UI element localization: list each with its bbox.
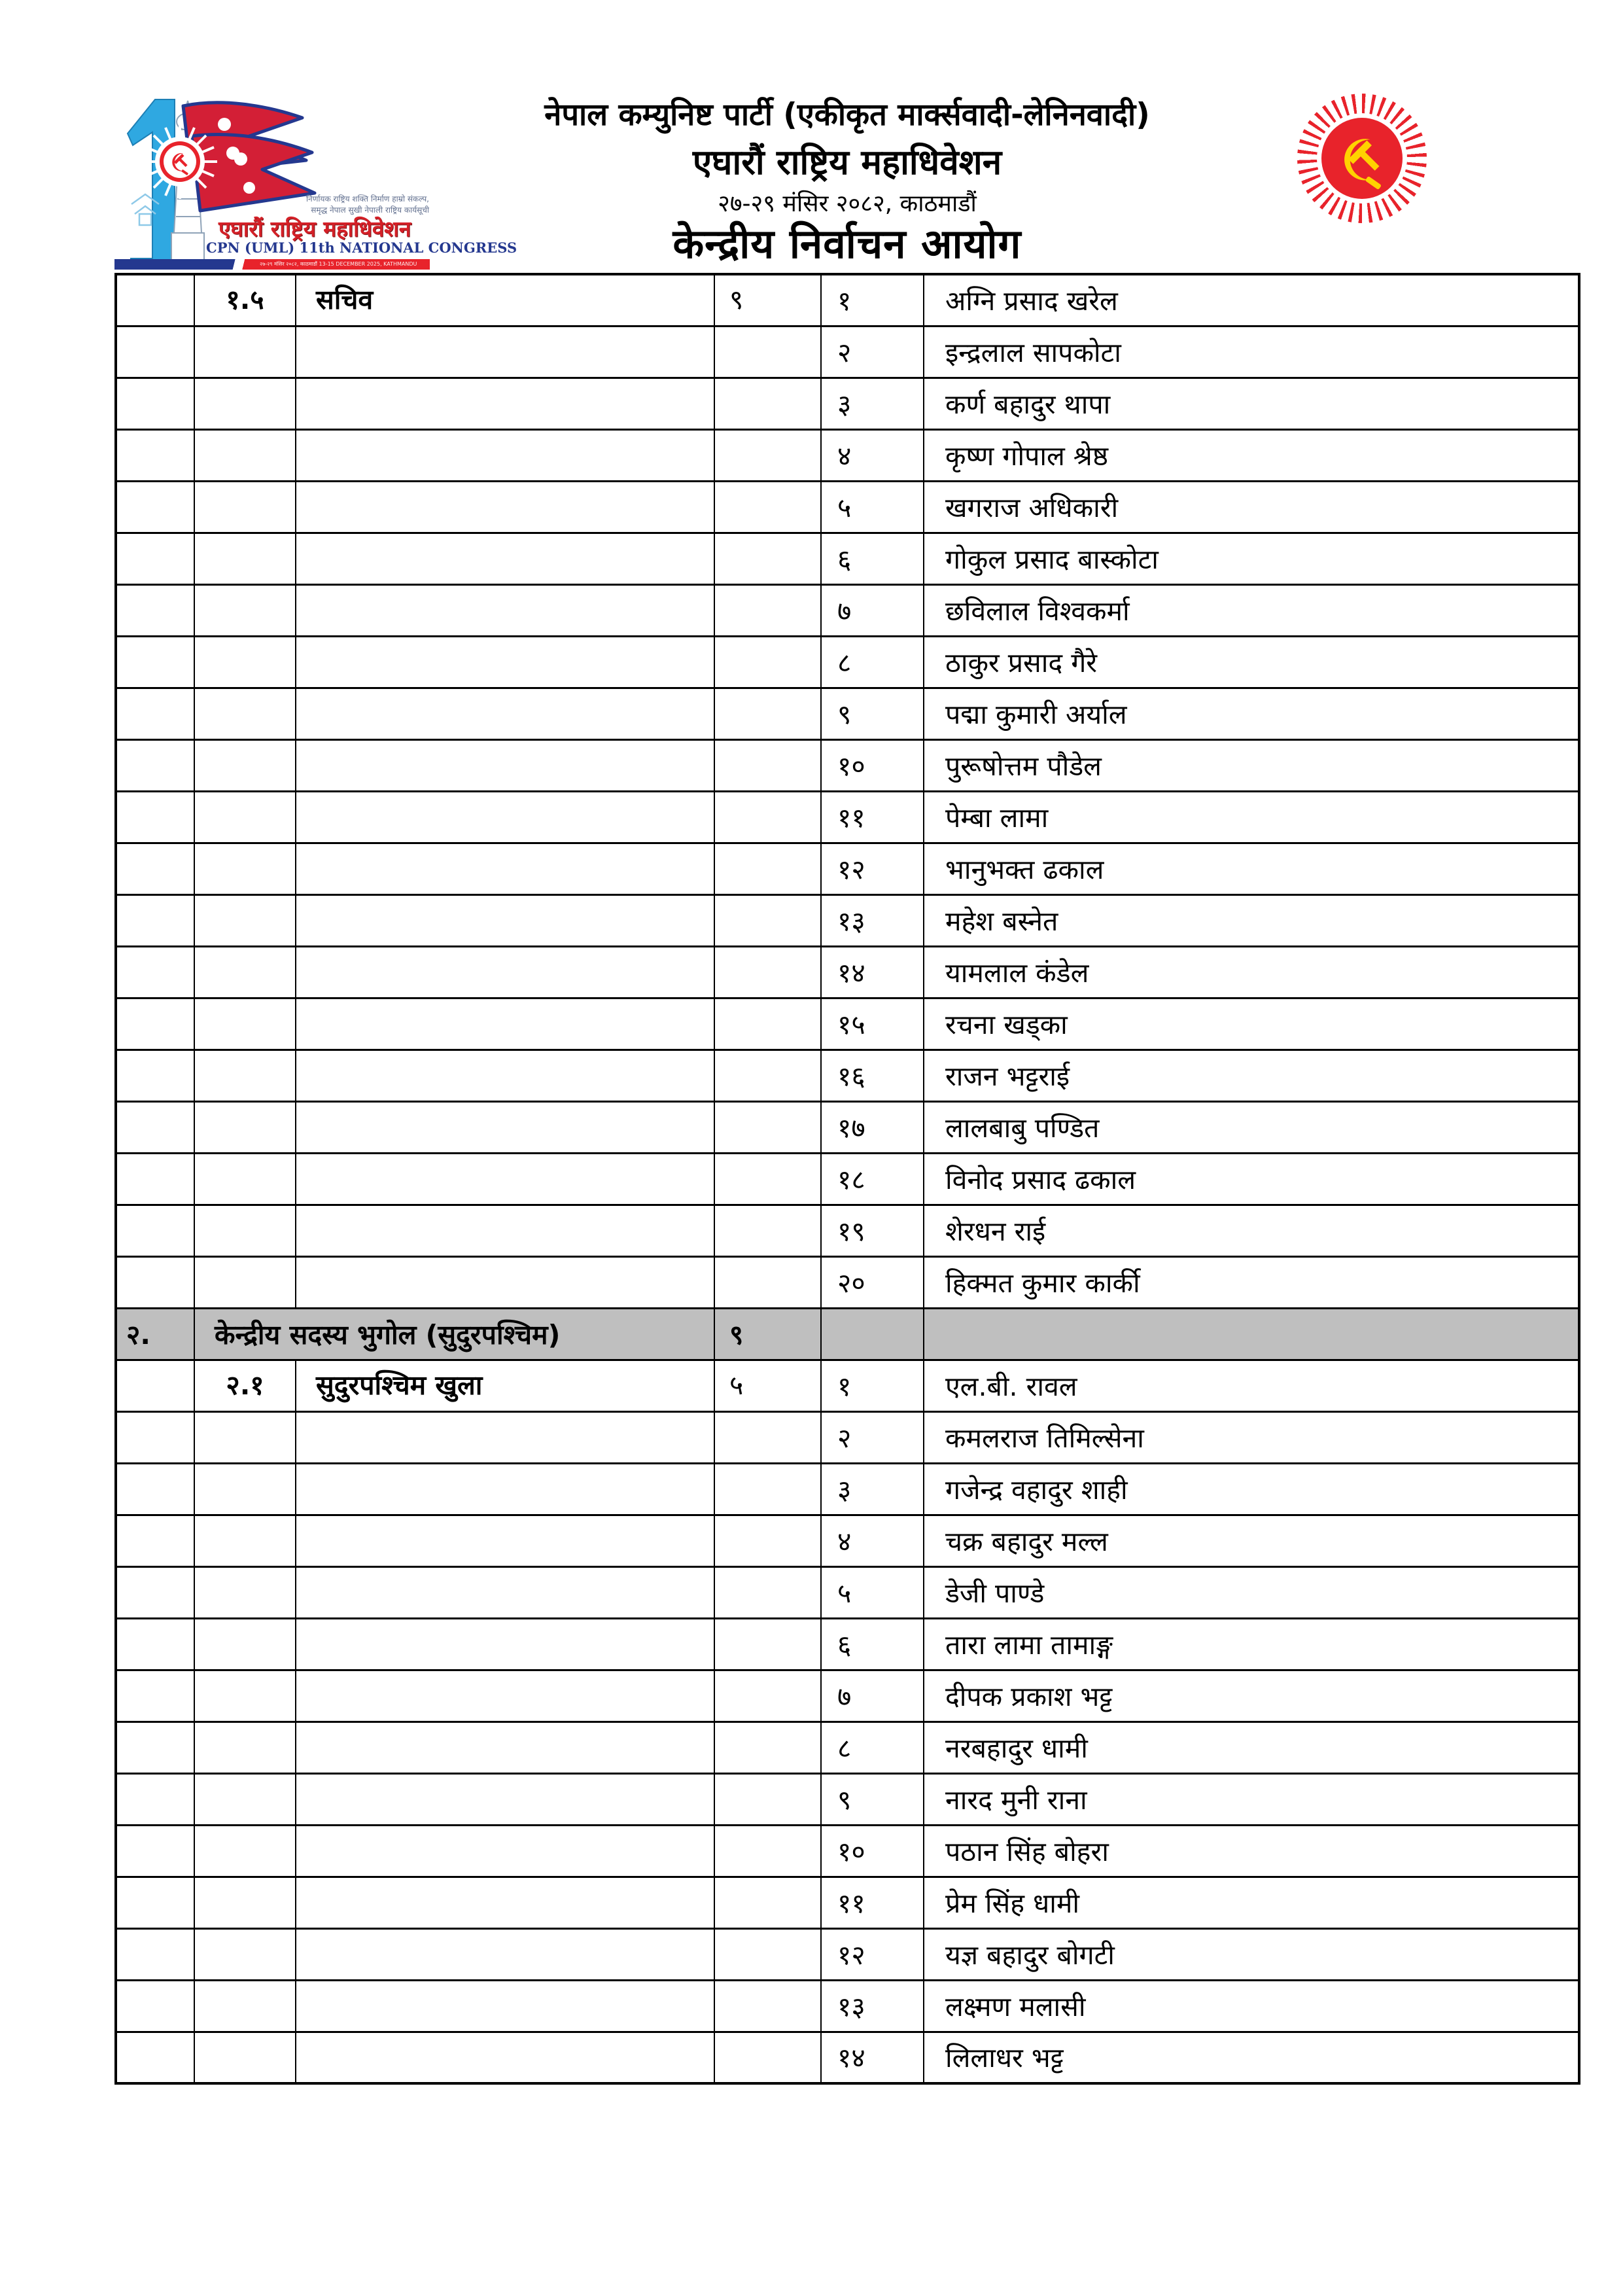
candidate-name-cell: लालबाबु पण्डित bbox=[924, 1101, 1579, 1153]
subsection-no-cell: १.५ bbox=[194, 274, 296, 326]
candidate-name-cell: गजेन्द्र वहादुर शाही bbox=[924, 1463, 1579, 1515]
subsection-no-cell bbox=[194, 636, 296, 688]
seat-count-cell bbox=[714, 1566, 821, 1618]
seat-count-cell bbox=[714, 688, 821, 739]
position-title-cell bbox=[296, 1928, 714, 1980]
candidate-row bbox=[116, 1463, 1579, 1515]
section-no-cell bbox=[116, 1722, 194, 1773]
seat-count-cell bbox=[714, 1877, 821, 1928]
candidate-name-cell: शेरधन राई bbox=[924, 1205, 1579, 1256]
subsection-no-cell bbox=[194, 584, 296, 636]
logo-congress-title-english: CPN (UML) 11th NATIONAL CONGRESS bbox=[206, 239, 517, 256]
seat-count-cell bbox=[714, 1411, 821, 1463]
position-title-cell bbox=[296, 1670, 714, 1722]
candidate-row bbox=[116, 636, 1579, 688]
section-no-cell bbox=[116, 1928, 194, 1980]
candidate-name-cell: पद्मा कुमारी अर्याल bbox=[924, 688, 1579, 739]
serial-number-cell: १० bbox=[821, 739, 924, 791]
seat-count-cell bbox=[714, 1980, 821, 2032]
emblem-disc bbox=[1321, 118, 1403, 199]
section-no-cell bbox=[116, 1205, 194, 1256]
serial-number-cell: १४ bbox=[821, 2032, 924, 2083]
position-title-cell bbox=[296, 739, 714, 791]
seat-count-cell bbox=[714, 1515, 821, 1566]
position-title-cell: सुदुरपश्चिम खुला bbox=[296, 1360, 714, 1411]
seat-count-cell bbox=[714, 481, 821, 533]
section-no-cell bbox=[116, 1618, 194, 1670]
candidate-name-cell: तारा लामा तामाङ्ग bbox=[924, 1618, 1579, 1670]
section-no-cell bbox=[116, 894, 194, 946]
serial-number-cell: १४ bbox=[821, 946, 924, 998]
section-no-cell bbox=[116, 1825, 194, 1877]
section-no-cell bbox=[116, 1877, 194, 1928]
seat-count-cell: ९ bbox=[714, 274, 821, 326]
serial-number-cell: १९ bbox=[821, 1205, 924, 1256]
candidate-row bbox=[116, 429, 1579, 481]
section-no-cell bbox=[116, 791, 194, 843]
serial-number-cell: ८ bbox=[821, 636, 924, 688]
candidate-row bbox=[116, 1980, 1579, 2032]
page-title: केन्द्रीय निर्वाचन आयोग bbox=[672, 220, 1022, 268]
party-name-line: नेपाल कम्युनिष्ट पार्टी (एकीकृत मार्क्सवादी-लेनिनवादी) bbox=[544, 97, 1150, 133]
candidate-row bbox=[116, 1877, 1579, 1928]
serial-number-cell: १० bbox=[821, 1825, 924, 1877]
candidate-name-cell bbox=[924, 1308, 1579, 1360]
serial-number-cell: ५ bbox=[821, 481, 924, 533]
position-title-cell bbox=[296, 843, 714, 894]
serial-number-cell: १५ bbox=[821, 998, 924, 1050]
candidate-row bbox=[116, 688, 1579, 739]
subsection-no-cell bbox=[194, 1411, 296, 1463]
serial-number-cell: १६ bbox=[821, 1050, 924, 1101]
candidate-row bbox=[116, 1670, 1579, 1722]
seat-count-cell bbox=[714, 1773, 821, 1825]
candidate-row bbox=[116, 1825, 1579, 1877]
congress-logo bbox=[114, 96, 517, 271]
serial-number-cell: ६ bbox=[821, 533, 924, 584]
section-no-cell bbox=[116, 1411, 194, 1463]
seat-count-cell bbox=[714, 1463, 821, 1515]
section-no-cell bbox=[116, 1153, 194, 1205]
section-no-cell bbox=[116, 1566, 194, 1618]
section-header-row bbox=[116, 1308, 1579, 1360]
candidate-name-cell: पेम्बा लामा bbox=[924, 791, 1579, 843]
candidate-row bbox=[116, 1618, 1579, 1670]
serial-number-cell: १२ bbox=[821, 843, 924, 894]
candidate-row bbox=[116, 274, 1579, 326]
seat-count-cell bbox=[714, 1825, 821, 1877]
subsection-no-cell bbox=[194, 1515, 296, 1566]
candidate-row bbox=[116, 1928, 1579, 1980]
serial-number-cell: ४ bbox=[821, 1515, 924, 1566]
candidate-name-cell: लक्ष्मण मलासी bbox=[924, 1980, 1579, 2032]
section-no-cell bbox=[116, 1980, 194, 2032]
seat-count-cell bbox=[714, 894, 821, 946]
candidate-name-cell: नारद मुनी राना bbox=[924, 1773, 1579, 1825]
seat-count-cell bbox=[714, 946, 821, 998]
position-title-cell bbox=[296, 1463, 714, 1515]
candidate-name-cell: लिलाधर भट्ट bbox=[924, 2032, 1579, 2083]
subsection-no-cell bbox=[194, 1618, 296, 1670]
position-title-cell bbox=[296, 688, 714, 739]
candidate-row bbox=[116, 998, 1579, 1050]
candidate-name-cell: गोकुल प्रसाद बास्कोटा bbox=[924, 533, 1579, 584]
section-no-cell bbox=[116, 1256, 194, 1308]
position-title-cell bbox=[296, 1773, 714, 1825]
position-title-cell bbox=[296, 636, 714, 688]
candidate-name-cell: खगराज अधिकारी bbox=[924, 481, 1579, 533]
section-no-cell bbox=[116, 274, 194, 326]
seat-count-cell: ५ bbox=[714, 1360, 821, 1411]
section-no-cell bbox=[116, 1050, 194, 1101]
candidate-name-cell: पुरूषोत्तम पौडेल bbox=[924, 739, 1579, 791]
serial-number-cell: २० bbox=[821, 1256, 924, 1308]
document-header bbox=[435, 98, 1259, 267]
seat-count-cell bbox=[714, 1670, 821, 1722]
serial-number-cell bbox=[821, 1308, 924, 1360]
subsection-no-cell bbox=[194, 1928, 296, 1980]
position-title-cell bbox=[296, 1256, 714, 1308]
subsection-no-cell bbox=[194, 1153, 296, 1205]
serial-number-cell: ७ bbox=[821, 1670, 924, 1722]
position-title-cell bbox=[296, 2032, 714, 2083]
serial-number-cell: ७ bbox=[821, 584, 924, 636]
candidate-name-cell: महेश बस्नेत bbox=[924, 894, 1579, 946]
subsection-no-cell bbox=[194, 843, 296, 894]
position-title-cell bbox=[296, 1825, 714, 1877]
candidate-name-cell: कमलराज तिमिल्सेना bbox=[924, 1411, 1579, 1463]
seat-count-cell bbox=[714, 1101, 821, 1153]
candidate-row bbox=[116, 378, 1579, 429]
subsection-no-cell bbox=[194, 1205, 296, 1256]
position-title-cell bbox=[296, 1722, 714, 1773]
candidate-name-cell: दीपक प्रकाश भट्ट bbox=[924, 1670, 1579, 1722]
position-title-cell bbox=[296, 1050, 714, 1101]
serial-number-cell: १७ bbox=[821, 1101, 924, 1153]
subsection-no-cell bbox=[194, 1825, 296, 1877]
subsection-no-cell bbox=[194, 688, 296, 739]
subsection-no-cell bbox=[194, 1256, 296, 1308]
candidate-name-cell: विनोद प्रसाद ढकाल bbox=[924, 1153, 1579, 1205]
candidate-name-cell: छविलाल विश्वकर्मा bbox=[924, 584, 1579, 636]
candidate-row bbox=[116, 481, 1579, 533]
candidate-row bbox=[116, 894, 1579, 946]
section-no-cell bbox=[116, 1515, 194, 1566]
position-title-cell bbox=[296, 481, 714, 533]
section-no-cell bbox=[116, 1101, 194, 1153]
seat-count-cell: ९ bbox=[714, 1308, 821, 1360]
seat-count-cell bbox=[714, 1618, 821, 1670]
candidate-row bbox=[116, 584, 1579, 636]
candidate-row bbox=[116, 946, 1579, 998]
serial-number-cell: ५ bbox=[821, 1566, 924, 1618]
section-no-cell bbox=[116, 1670, 194, 1722]
candidate-row bbox=[116, 843, 1579, 894]
subsection-no-cell bbox=[194, 1101, 296, 1153]
subsection-no-cell bbox=[194, 1980, 296, 2032]
candidate-name-cell: अग्नि प्रसाद खरेल bbox=[924, 274, 1579, 326]
section-no-cell: २. bbox=[116, 1308, 194, 1360]
candidate-row bbox=[116, 1256, 1579, 1308]
logo-congress-title-nepali: एघारौं राष्ट्रिय महाधिवेशन bbox=[218, 216, 411, 241]
position-title-cell bbox=[296, 1877, 714, 1928]
serial-number-cell: ११ bbox=[821, 1877, 924, 1928]
candidate-row bbox=[116, 326, 1579, 378]
candidate-row bbox=[116, 1205, 1579, 1256]
congress-name-line: एघारौं राष्ट्रिय महाधिवेशन bbox=[692, 142, 1002, 183]
candidate-row bbox=[116, 1566, 1579, 1618]
section-title-cell: केन्द्रीय सदस्य भुगोल (सुदुरपश्चिम) bbox=[194, 1308, 714, 1360]
subsection-no-cell bbox=[194, 1877, 296, 1928]
position-title-cell bbox=[296, 326, 714, 378]
candidate-name-cell: एल.बी. रावल bbox=[924, 1360, 1579, 1411]
position-title-cell bbox=[296, 1980, 714, 2032]
candidate-row bbox=[116, 739, 1579, 791]
seat-count-cell bbox=[714, 1722, 821, 1773]
subsection-no-cell bbox=[194, 1773, 296, 1825]
subsection-no-cell bbox=[194, 791, 296, 843]
seat-count-cell bbox=[714, 1928, 821, 1980]
subsection-no-cell bbox=[194, 1050, 296, 1101]
serial-number-cell: १८ bbox=[821, 1153, 924, 1205]
candidate-name-cell: पठान सिंह बोहरा bbox=[924, 1825, 1579, 1877]
section-no-cell bbox=[116, 946, 194, 998]
seat-count-cell bbox=[714, 791, 821, 843]
section-no-cell bbox=[116, 429, 194, 481]
seat-count-cell bbox=[714, 636, 821, 688]
position-title-cell bbox=[296, 1205, 714, 1256]
position-title-cell bbox=[296, 429, 714, 481]
serial-number-cell: १२ bbox=[821, 1928, 924, 1980]
position-title-cell bbox=[296, 1515, 714, 1566]
logo-banner-stripe bbox=[114, 259, 430, 270]
serial-number-cell: ६ bbox=[821, 1618, 924, 1670]
position-title-cell bbox=[296, 998, 714, 1050]
candidate-name-cell: ठाकुर प्रसाद गैरे bbox=[924, 636, 1579, 688]
seat-count-cell bbox=[714, 533, 821, 584]
serial-number-cell: १३ bbox=[821, 1980, 924, 2032]
position-title-cell: सचिव bbox=[296, 274, 714, 326]
seat-count-cell bbox=[714, 2032, 821, 2083]
party-emblem bbox=[1297, 94, 1427, 223]
party-sun bbox=[143, 124, 217, 199]
serial-number-cell: १३ bbox=[821, 894, 924, 946]
seat-count-cell bbox=[714, 584, 821, 636]
candidate-row bbox=[116, 791, 1579, 843]
section-no-cell bbox=[116, 533, 194, 584]
candidate-row bbox=[116, 1773, 1579, 1825]
candidate-name-cell: कृष्ण गोपाल श्रेष्ठ bbox=[924, 429, 1579, 481]
subsection-no-cell: २.१ bbox=[194, 1360, 296, 1411]
subsection-no-cell bbox=[194, 998, 296, 1050]
section-no-cell bbox=[116, 1463, 194, 1515]
logo-banner-text: २७-२९ मंसिर २०८२, काठमाडौं 13-15 DECEMBER 2025, KATHMANDU bbox=[260, 261, 417, 267]
section-no-cell bbox=[116, 1360, 194, 1411]
position-title-cell bbox=[296, 584, 714, 636]
candidate-name-cell: डेजी पाण्डे bbox=[924, 1566, 1579, 1618]
position-title-cell bbox=[296, 1411, 714, 1463]
candidate-roster-table bbox=[114, 273, 1580, 2085]
seat-count-cell bbox=[714, 1050, 821, 1101]
candidate-name-cell: चक्र बहादुर मल्ल bbox=[924, 1515, 1579, 1566]
candidate-row bbox=[116, 1722, 1579, 1773]
candidate-row bbox=[116, 2032, 1579, 2083]
serial-number-cell: ९ bbox=[821, 1773, 924, 1825]
seat-count-cell bbox=[714, 1205, 821, 1256]
position-title-cell bbox=[296, 1618, 714, 1670]
serial-number-cell: २ bbox=[821, 1411, 924, 1463]
subsection-no-cell bbox=[194, 1566, 296, 1618]
candidate-name-cell: यामलाल कंडेल bbox=[924, 946, 1579, 998]
position-title-cell bbox=[296, 791, 714, 843]
position-title-cell bbox=[296, 378, 714, 429]
seat-count-cell bbox=[714, 1256, 821, 1308]
section-no-cell bbox=[116, 584, 194, 636]
position-title-cell bbox=[296, 946, 714, 998]
logo-slogan-line2: समृद्ध नेपाल सुखी नेपाली राष्ट्रिय कार्यसूची bbox=[311, 205, 429, 215]
position-title-cell bbox=[296, 1566, 714, 1618]
section-no-cell bbox=[116, 998, 194, 1050]
candidate-name-cell: नरबहादुर धामी bbox=[924, 1722, 1579, 1773]
seat-count-cell bbox=[714, 429, 821, 481]
serial-number-cell: ९ bbox=[821, 688, 924, 739]
subsection-no-cell bbox=[194, 429, 296, 481]
candidate-row bbox=[116, 1515, 1579, 1566]
candidate-name-cell: इन्द्रलाल सापकोटा bbox=[924, 326, 1579, 378]
serial-number-cell: ४ bbox=[821, 429, 924, 481]
subsection-no-cell bbox=[194, 894, 296, 946]
subsection-no-cell bbox=[194, 1670, 296, 1722]
seat-count-cell bbox=[714, 998, 821, 1050]
candidate-row bbox=[116, 1153, 1579, 1205]
serial-number-cell: १ bbox=[821, 274, 924, 326]
section-no-cell bbox=[116, 378, 194, 429]
section-no-cell bbox=[116, 843, 194, 894]
section-no-cell bbox=[116, 688, 194, 739]
seat-count-cell bbox=[714, 1153, 821, 1205]
candidate-name-cell: यज्ञ बहादुर बोगटी bbox=[924, 1928, 1579, 1980]
serial-number-cell: २ bbox=[821, 326, 924, 378]
seat-count-cell bbox=[714, 326, 821, 378]
candidate-name-cell: हिक्मत कुमार कार्की bbox=[924, 1256, 1579, 1308]
serial-number-cell: ८ bbox=[821, 1722, 924, 1773]
position-title-cell bbox=[296, 533, 714, 584]
candidate-row bbox=[116, 1101, 1579, 1153]
subsection-no-cell bbox=[194, 378, 296, 429]
section-no-cell bbox=[116, 2032, 194, 2083]
position-title-cell bbox=[296, 1153, 714, 1205]
subsection-no-cell bbox=[194, 2032, 296, 2083]
logo-slogan-line1: निर्णायक राष्ट्रिय शक्ति निर्माण हाम्रो संकल्प, bbox=[305, 194, 429, 203]
subsection-no-cell bbox=[194, 1722, 296, 1773]
position-title-cell bbox=[296, 1101, 714, 1153]
congress-date-line: २७-२९ मंसिर २०८२, काठमाडौं bbox=[718, 190, 977, 217]
section-no-cell bbox=[116, 1773, 194, 1825]
subsection-no-cell bbox=[194, 481, 296, 533]
candidate-name-cell: राजन भट्टराई bbox=[924, 1050, 1579, 1101]
candidate-row bbox=[116, 1360, 1579, 1411]
candidate-row bbox=[116, 533, 1579, 584]
candidate-name-cell: रचना खड्का bbox=[924, 998, 1579, 1050]
hammer-sickle-icon bbox=[1331, 127, 1393, 190]
section-no-cell bbox=[116, 636, 194, 688]
subsection-no-cell bbox=[194, 533, 296, 584]
candidate-row bbox=[116, 1050, 1579, 1101]
candidate-name-cell: भानुभक्त ढकाल bbox=[924, 843, 1579, 894]
subsection-no-cell bbox=[194, 326, 296, 378]
subsection-no-cell bbox=[194, 1463, 296, 1515]
section-no-cell bbox=[116, 739, 194, 791]
serial-number-cell: १ bbox=[821, 1360, 924, 1411]
candidate-name-cell: प्रेम सिंह धामी bbox=[924, 1877, 1579, 1928]
subsection-no-cell bbox=[194, 946, 296, 998]
seat-count-cell bbox=[714, 378, 821, 429]
serial-number-cell: ११ bbox=[821, 791, 924, 843]
section-no-cell bbox=[116, 326, 194, 378]
candidate-row bbox=[116, 1411, 1579, 1463]
seat-count-cell bbox=[714, 843, 821, 894]
serial-number-cell: ३ bbox=[821, 378, 924, 429]
section-no-cell bbox=[116, 481, 194, 533]
serial-number-cell: ३ bbox=[821, 1463, 924, 1515]
subsection-no-cell bbox=[194, 739, 296, 791]
seat-count-cell bbox=[714, 739, 821, 791]
candidate-name-cell: कर्ण बहादुर थापा bbox=[924, 378, 1579, 429]
position-title-cell bbox=[296, 894, 714, 946]
